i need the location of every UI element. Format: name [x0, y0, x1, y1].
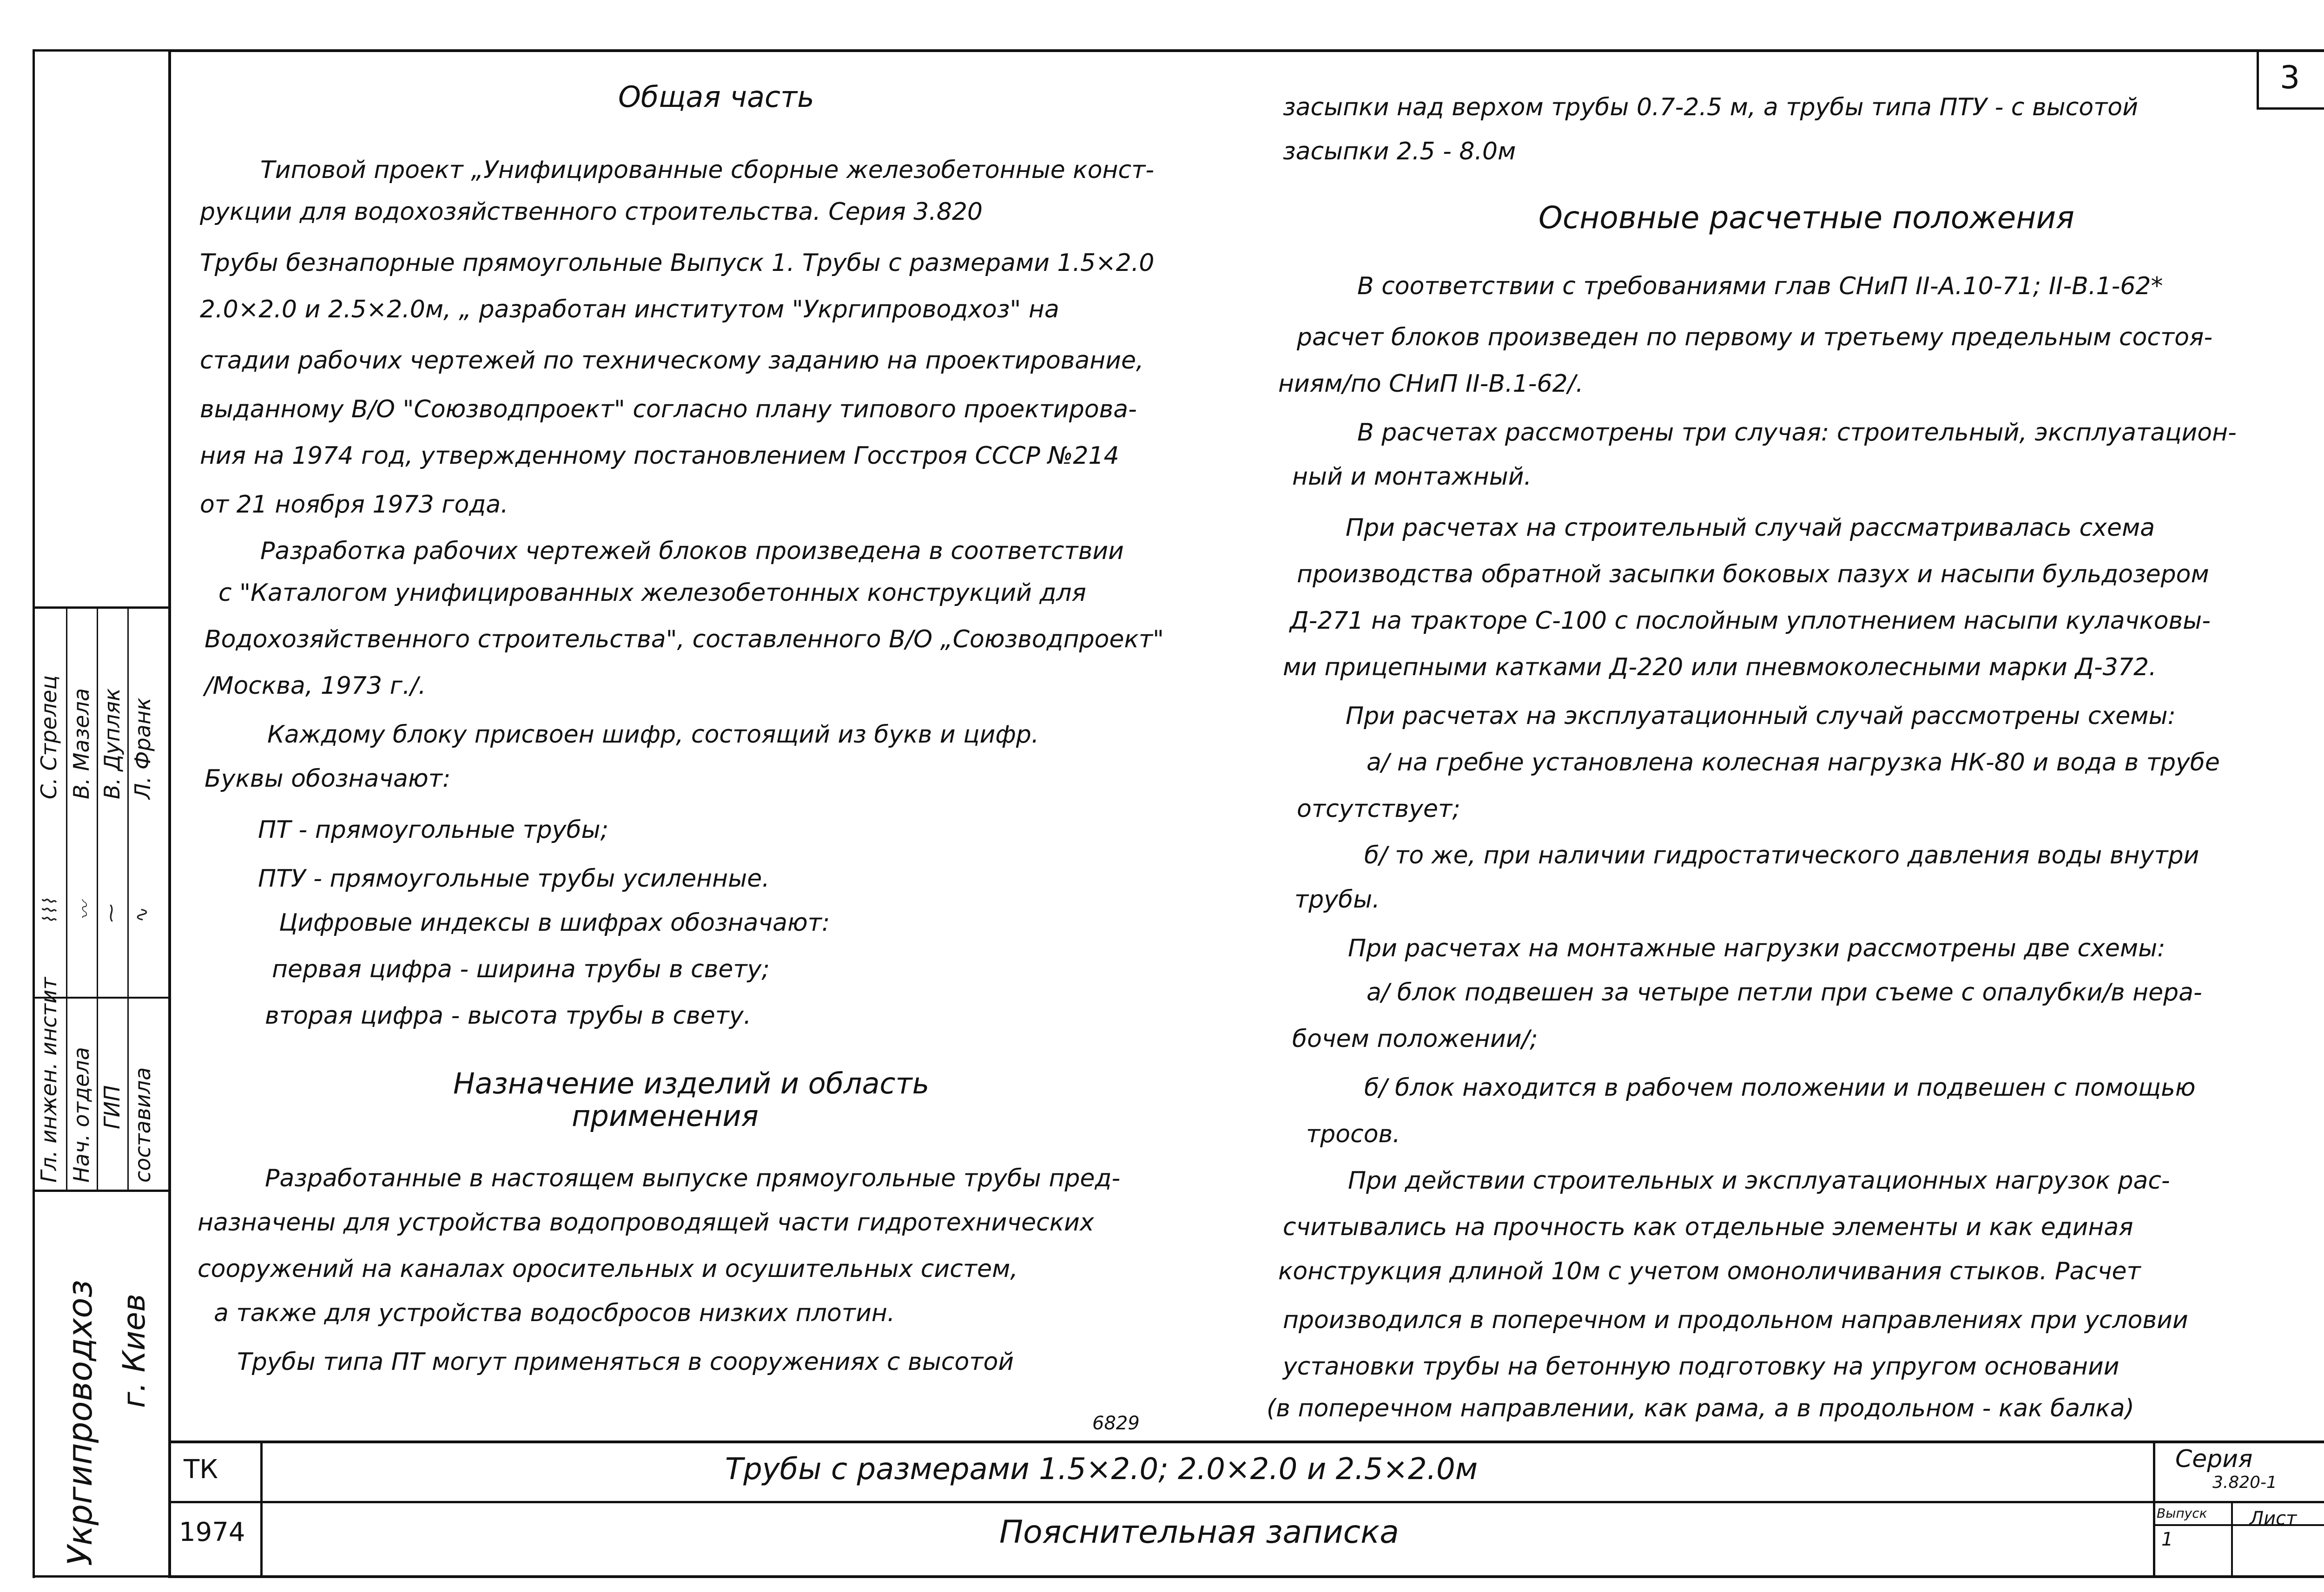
stamp-right-divider — [2153, 1441, 2155, 1575]
right-line: тросов. — [1306, 1120, 1400, 1148]
outer-left-line — [33, 49, 35, 1578]
right-line: (в поперечном направлении, как рама, а в продольном - как балка) — [1267, 1395, 2134, 1422]
left-line: от 21 ноября 1973 года. — [200, 491, 508, 519]
signature-icon: ⁓ — [100, 904, 122, 922]
left-line: рукции для водохозяйственного строительства. Серия 3.820 — [200, 198, 983, 226]
outer-bottom-line — [33, 1575, 170, 1578]
stamp-series-divider — [2153, 1524, 2324, 1526]
left-line: Буквы обозначают: — [205, 765, 451, 793]
stamp-series-value: 3.820-1 — [2212, 1473, 2277, 1492]
stamp-top-line — [168, 1441, 2324, 1443]
right-line: трубы. — [1294, 886, 1380, 914]
left-line: Типовой проект „Унифицированные сборные железобетонные конст- — [260, 156, 1155, 184]
left-line: назначены для устройства водопроводящей части гидротехнических — [198, 1209, 1094, 1237]
stamp-left-divider — [260, 1441, 263, 1575]
right-line: ниям/по СНиП II-В.1-62/. — [1278, 370, 1584, 398]
left-line: выданному В/О "Союзводпроект" согласно плану типового проектирова- — [200, 395, 1137, 423]
signature-icon: ⌇⌇⌇ — [40, 897, 61, 925]
side-role: составила — [130, 1067, 155, 1183]
frame-bottom-line — [168, 1575, 2324, 1578]
heading-purpose-line1: Назначение изделий и область — [453, 1066, 930, 1100]
right-line: а/ на гребне установлена колесная нагрузка НК-80 и вода в трубе — [1367, 749, 2220, 776]
page-number: 3 — [2280, 59, 2300, 96]
right-line: производился в поперечном и продольном направлениях при условии — [1283, 1306, 2188, 1334]
left-line: ПТ - прямоугольные трубы; — [258, 816, 609, 844]
left-line: Каждому блоку присвоен шифр, состоящий из букв и цифр. — [267, 721, 1039, 749]
outer-top-line — [33, 49, 170, 52]
heading-calc: Основные расчетные положения — [1538, 200, 2074, 236]
left-line: Разработанные в настоящем выпуске прямоугольные трубы пред- — [265, 1164, 1121, 1192]
right-line: производства обратной засыпки боковых пазух и насыпи бульдозером — [1297, 560, 2209, 588]
stamp-issue-label: Выпуск — [2157, 1506, 2207, 1521]
frame-top-line — [168, 49, 2324, 52]
left-line: ПТУ - прямоугольные трубы усиленные. — [258, 865, 770, 893]
side-stamp-col2 — [97, 606, 98, 1190]
right-line: При действии строительных и эксплуатационных нагрузок рас- — [1348, 1167, 2170, 1195]
left-line: Водохозяйственного строительства", составленного В/О „Союзводпроект" — [205, 625, 1164, 653]
side-name: Л. Франк — [130, 697, 155, 799]
left-line: Цифровые индексы в шифрах обозначают: — [279, 909, 830, 937]
left-line: 2.0×2.0 и 2.5×2.0м, „ разработан институтом "Укргипроводхоз" на — [200, 296, 1059, 323]
side-stamp-bottom-line — [33, 1190, 170, 1192]
side-city: г. Киев — [116, 1294, 152, 1408]
stamp-series-label: Серия — [2175, 1445, 2253, 1473]
left-line: первая цифра - ширина трубы в свету; — [272, 955, 770, 983]
right-line: Д-271 на тракторе С-100 с послойным уплотнением насыпи кулачковы- — [1290, 607, 2211, 635]
right-line: засыпки над верхом трубы 0.7-2.5 м, а трубы типа ПТУ - с высотой — [1283, 93, 2139, 121]
right-line: считывались на прочность как отдельные элементы и как единая — [1283, 1213, 2133, 1241]
stamp-title-row1: Трубы с размерами 1.5×2.0; 2.0×2.0 и 2.5×2.0м — [725, 1452, 1478, 1487]
side-name: С. Стрелец — [36, 675, 61, 799]
side-stamp-col1 — [66, 606, 67, 1190]
side-role: Гл. инжен. инстит — [36, 977, 61, 1183]
right-line: При расчетах на строительный случай рассматривалась схема — [1346, 514, 2155, 542]
left-line: стадии рабочих чертежей по техническому заданию на проектирование, — [200, 347, 1144, 375]
stamp-mid-line — [168, 1501, 2324, 1503]
side-stamp-top-line — [33, 606, 170, 609]
right-line: засыпки 2.5 - 8.0м — [1283, 138, 1516, 165]
heading-general: Общая часть — [618, 80, 814, 114]
stamp-tk: ТК — [184, 1454, 218, 1485]
left-line: вторая цифра - высота трубы в свету. — [265, 1002, 752, 1030]
right-line: В расчетах рассмотрены три случая: строительный, эксплуатацион- — [1357, 419, 2237, 447]
right-line: б/ блок находится в рабочем положении и подвешен с помощью — [1364, 1074, 2196, 1102]
right-line: расчет блоков произведен по первому и третьему предельным состоя- — [1297, 323, 2213, 351]
left-line: /Москва, 1973 г./. — [205, 672, 426, 700]
side-name: В. Мазела — [69, 688, 94, 799]
right-line: конструкция длиной 10м с учетом омоноличивания стыков. Расчет — [1278, 1257, 2141, 1285]
left-line: Разработка рабочих чертежей блоков произведена в соответствии — [260, 537, 1124, 565]
right-line: В соответствии с требованиями глав СНиП II-А.10-71; II-В.1-62* — [1357, 272, 2163, 300]
left-line: с "Каталогом унифицированных железобетонных конструкций для — [218, 579, 1086, 607]
left-line: ния на 1974 год, утвержденному постановлением Госстроя СССР №214 — [200, 442, 1119, 470]
signature-icon: ∿ — [131, 907, 152, 922]
right-line: При расчетах на монтажные нагрузки рассмотрены две схемы: — [1348, 934, 2166, 962]
left-line: а также для устройства водосбросов низких плотин. — [214, 1299, 895, 1327]
side-org: Укргипроводхоз — [60, 1280, 99, 1566]
stamp-issue-divider — [2231, 1501, 2233, 1575]
right-line: отсутствует; — [1297, 795, 1460, 823]
right-line: а/ блок подвешен за четыре петли при съеме с опалубки/в нера- — [1367, 979, 2202, 1007]
right-line: установки трубы на бетонную подготовку на упругом основании — [1283, 1353, 2119, 1381]
right-line: б/ то же, при наличии гидростатического давления воды внутри — [1364, 842, 2199, 869]
right-line: бочем положении/; — [1292, 1025, 1538, 1053]
right-line: При расчетах на эксплуатационный случай рассмотрены схемы: — [1346, 702, 2176, 730]
left-line: сооружений на каналах оросительных и осушительных систем, — [198, 1255, 1018, 1283]
right-line: ный и монтажный. — [1292, 463, 1532, 491]
side-stamp-col3 — [127, 606, 129, 1190]
right-line: ми прицепными катками Д-220 или пневмоколесными марки Д-372. — [1283, 653, 2157, 681]
left-line: Трубы безнапорные прямоугольные Выпуск 1. Трубы с размерами 1.5×2.0 — [200, 249, 1155, 277]
side-role: Нач. отдела — [69, 1047, 94, 1183]
stamp-year: 1974 — [179, 1517, 245, 1547]
side-name: В. Дупляк — [99, 688, 125, 799]
stamp-title-row2: Пояснительная записка — [999, 1514, 1399, 1551]
stamp-sheet-label: Лист — [2250, 1508, 2297, 1529]
signature-icon: 〰 — [75, 901, 96, 920]
stamp-code: 6829 — [1092, 1413, 1140, 1434]
frame-left-line — [168, 49, 171, 1578]
stamp-issue-value: 1 — [2161, 1529, 2173, 1550]
left-line: Трубы типа ПТ могут применяться в сооружениях с высотой — [237, 1348, 1014, 1376]
heading-purpose-line2: применения — [572, 1099, 759, 1133]
side-role: ГИП — [99, 1085, 125, 1129]
